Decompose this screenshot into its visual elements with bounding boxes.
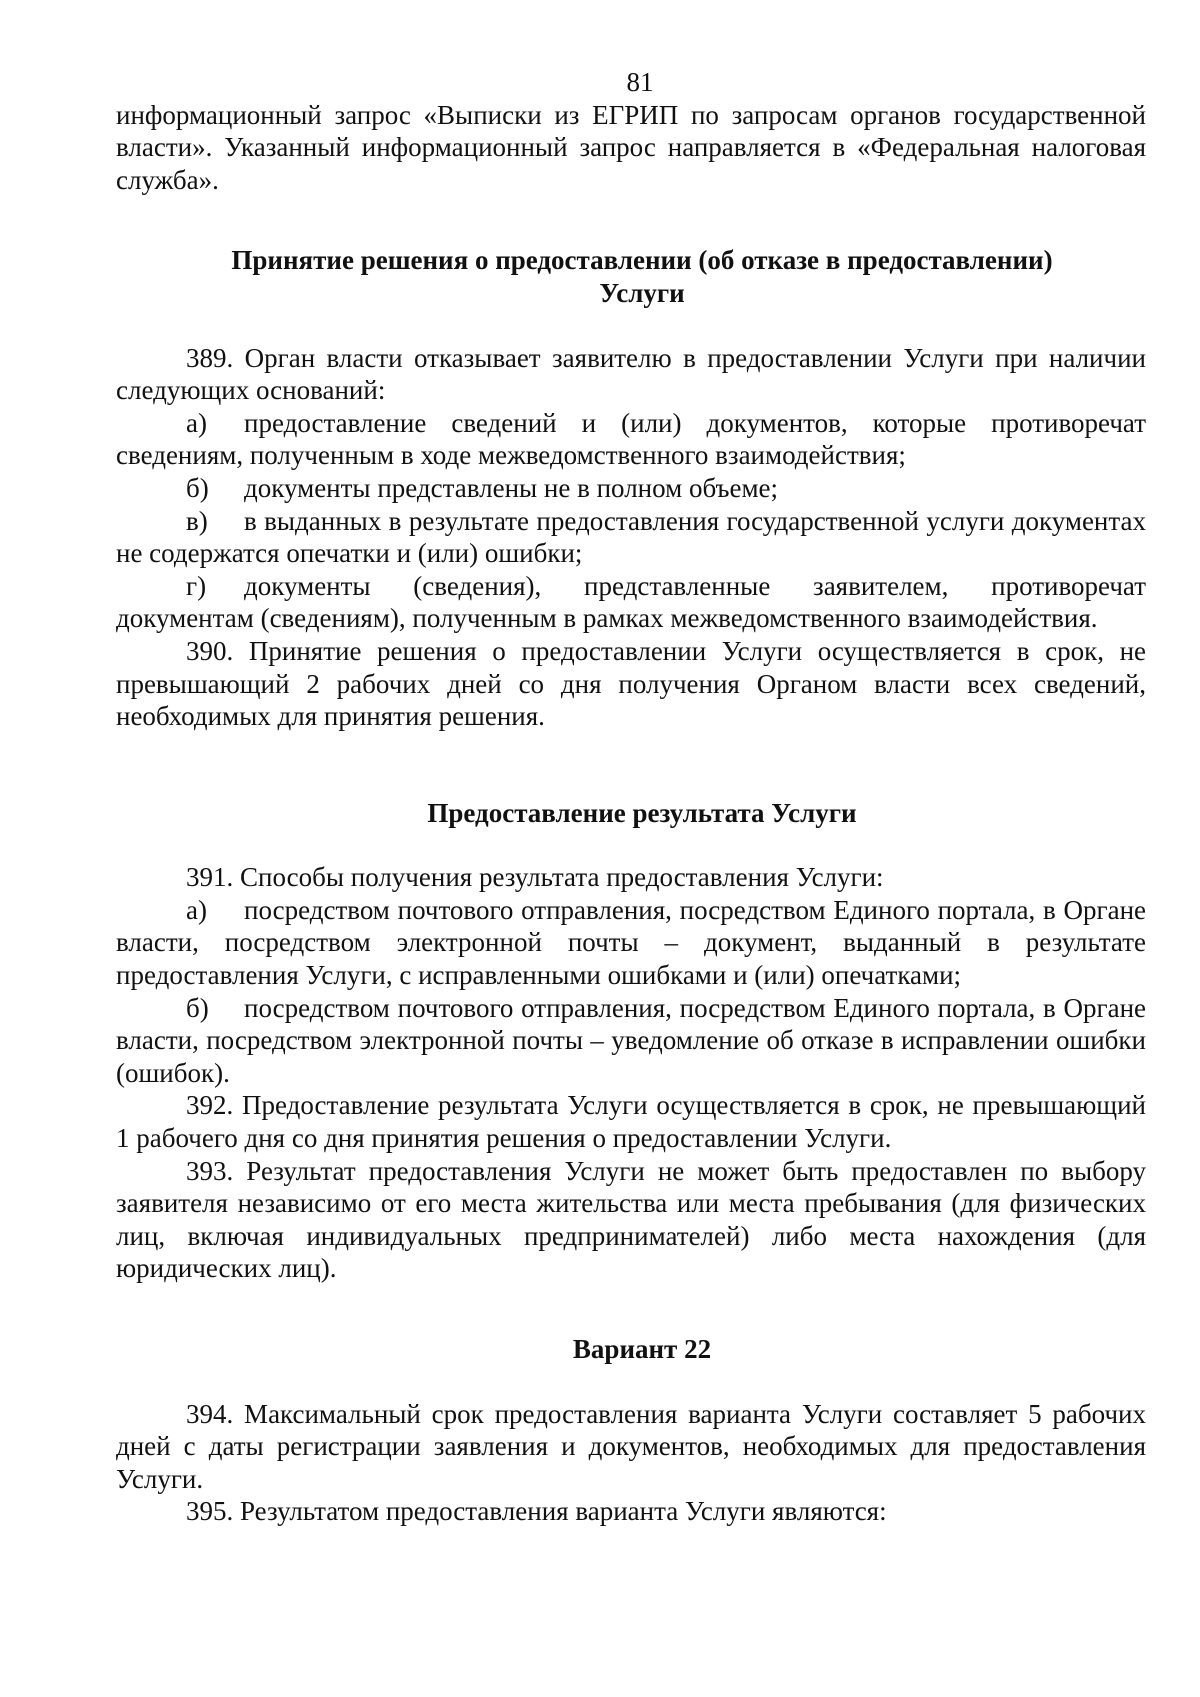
list-marker: а)	[186, 894, 207, 925]
list-item-391-a	[116, 894, 1146, 992]
paragraph-393: 393. Результат предоставления Услуги не может быть предоставлен по выбору заявителя независимо от его места жительства или места пребывания (для физических лиц, включая индивидуальных предпринимателей) либо места нахождения (для юридических лиц).	[116, 1155, 1146, 1284]
section-heading-decision-line2: Услуги	[599, 277, 685, 308]
list-item-text: документы (сведения), представленные заявителем, противоречат документам (сведениям), полученным в рамках межведомственного взаимодействия.	[116, 570, 1146, 634]
list-item-389-v	[116, 505, 1146, 570]
list-marker: в)	[186, 505, 208, 536]
list-item-389-g	[116, 570, 1146, 635]
section-heading-result: Предоставление результата Услуги	[427, 797, 857, 828]
list-item-text: документы представлены не в полном объеме;	[244, 472, 779, 503]
list-item-391-b	[116, 992, 1146, 1090]
page-number: 81	[626, 67, 654, 97]
paragraph-392: 392. Предоставление результата Услуги осуществляется в срок, не превышающий 1 рабочего дня со дня принятия решения о предоставлении Услуги.	[116, 1090, 1146, 1154]
section-heading-decision	[116, 244, 1146, 309]
paragraph-389: 389. Орган власти отказывает заявителю в предоставлении Услуги при наличии следующих оснований:	[116, 342, 1146, 406]
list-item-389-a	[116, 407, 1146, 472]
list-item-text: посредством почтового отправления, посредством Единого портала, в Органе власти, посредством электронной почты – уведомление об отказе в исправлении ошибки (ошибок).	[116, 992, 1146, 1088]
paragraph-394: 394. Максимальный срок предоставления варианта Услуги составляет 5 рабочих дней с даты регистрации заявления и документов, необходимых для предоставления Услуги.	[116, 1398, 1146, 1494]
list-marker: б)	[186, 992, 209, 1023]
list-marker: а)	[186, 407, 207, 438]
list-item-text: предоставление сведений и (или) документов, которые противоречат сведениям, полученным в ходе межведомственного взаимодействия;	[116, 407, 1146, 471]
document-page	[116, 66, 1146, 1528]
paragraph-395: 395. Результатом предоставления варианта Услуги являются:	[186, 1496, 887, 1527]
section-heading-variant: Вариант 22	[572, 1334, 712, 1364]
section-heading-decision-line1: Принятие решения о предоставлении (об отказе в предоставлении)	[231, 245, 1053, 276]
paragraph-390: 390. Принятие решения о предоставлении Услуги осуществляется в срок, не превышающий 2 рабочих дней со дня получения Органом власти всех сведений, необходимых для принятия решения.	[116, 635, 1146, 732]
intro-paragraph: информационный запрос «Выписки из ЕГРИП по запросам органов государственной власти». Указанный информационный запрос направляется в «Федеральная налоговая служба».	[116, 99, 1146, 195]
paragraph-391: 391. Способы получения результата предоставления Услуги:	[186, 862, 884, 893]
list-item-389-b	[116, 472, 1146, 505]
list-marker: б)	[186, 472, 209, 503]
list-item-text: посредством почтового отправления, посредством Единого портала, в Органе власти, посредством электронной почты – документ, выданный в результате предоставления Услуги, с исправленными ошибками и (или) опечатками;	[116, 894, 1146, 991]
list-item-text: в выданных в результате предоставления государственной услуги документах не содержатся опечатки и (или) ошибки;	[116, 505, 1146, 569]
list-marker: г)	[186, 570, 207, 601]
